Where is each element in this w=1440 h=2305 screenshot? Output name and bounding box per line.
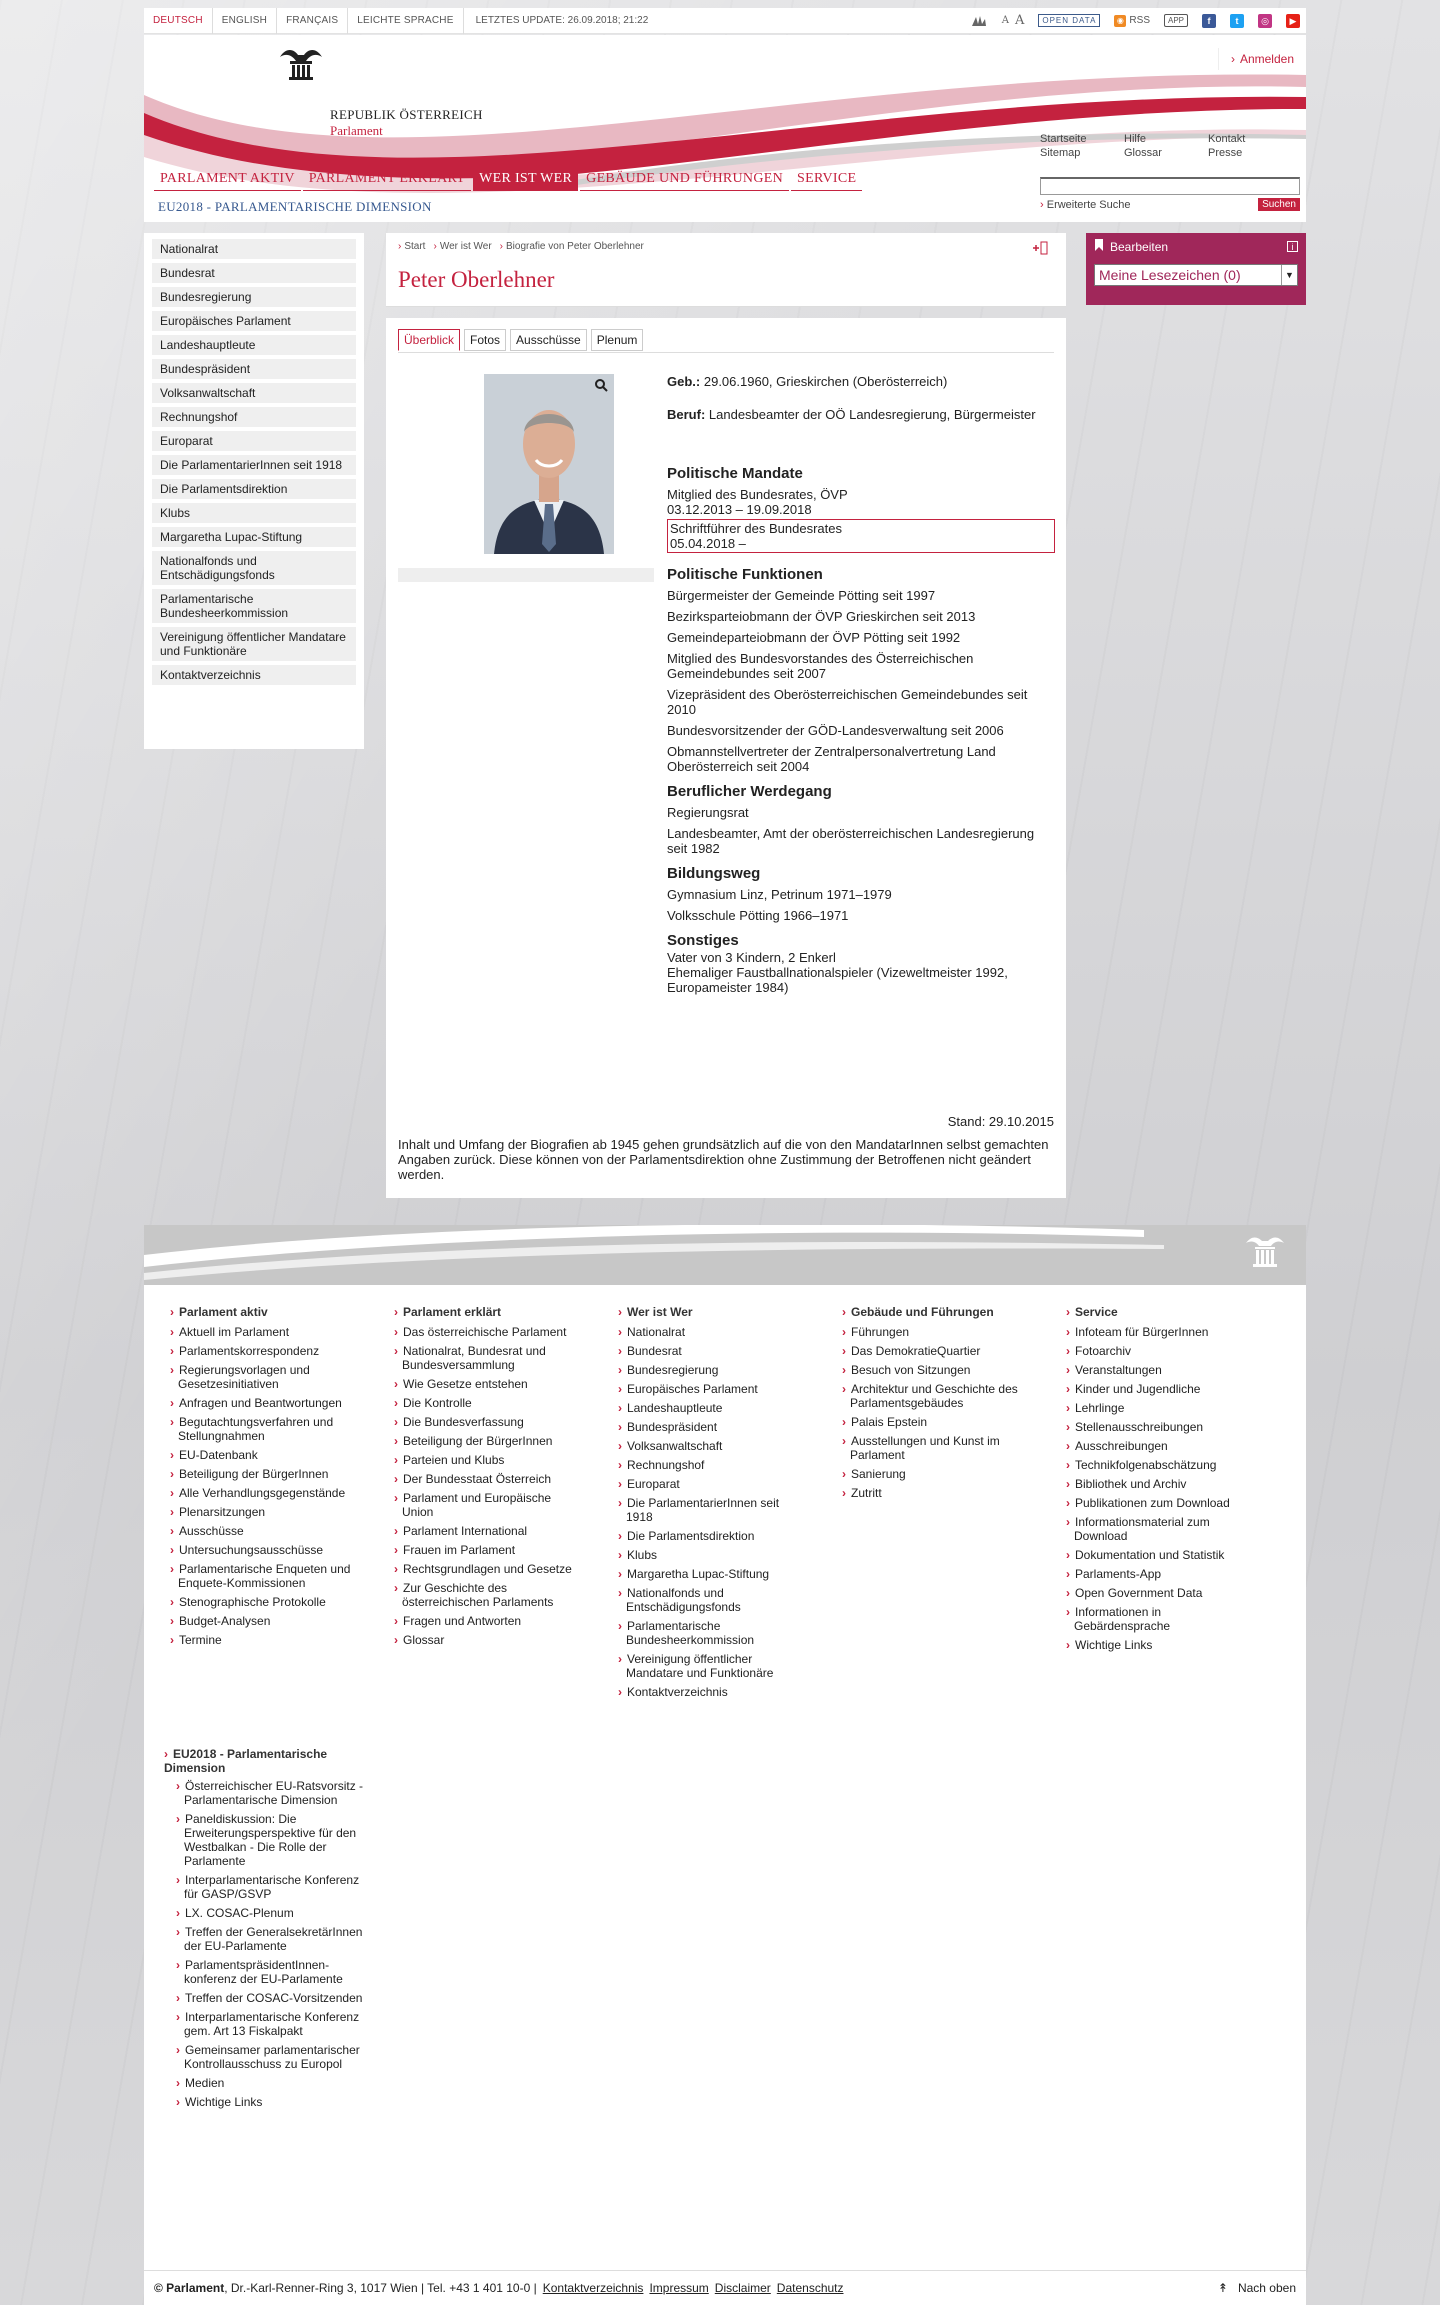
sidebar-item[interactable]: Europarat [152, 431, 356, 451]
breadcrumb [398, 241, 644, 252]
sidebar-item[interactable]: Die ParlamentarierInnen seit 1918 [152, 455, 356, 475]
breadcrumb-start[interactable]: › Start [398, 241, 425, 252]
footer-link[interactable]: › Parlaments-App [1066, 1567, 1256, 1581]
tab-divider [398, 352, 1054, 353]
function-item: Bundesvorsitzender der GÖD-Landesverwaltung seit 2006 [667, 723, 1004, 738]
function-item: Mitglied des Bundesvorstandes des Österreichischen Gemeindebundes seit 2007 [667, 651, 974, 681]
footer-link[interactable]: › Wichtige Links [1066, 1638, 1256, 1652]
footer-eu-title[interactable]: › EU2018 - Parlamentarische Dimension [164, 1747, 374, 1775]
functions-heading: Politische Funktionen [667, 566, 823, 583]
advanced-search-label: Erweiterte Suche [1046, 198, 1131, 211]
footer-column-title[interactable]: › Service [1066, 1305, 1290, 1319]
footer-link[interactable]: › Technikfolgenabschätzung [1066, 1458, 1256, 1472]
search-input[interactable] [1040, 177, 1300, 195]
footer-link[interactable]: › Die Parlamentsdirektion [618, 1529, 808, 1543]
footer-link[interactable]: › Margaretha Lupac-Stiftung [618, 1567, 808, 1581]
footer-link[interactable]: › Plenarsitzungen [170, 1505, 360, 1519]
footer-link-kontaktverzeichnis[interactable]: Kontaktverzeichnis [542, 2281, 644, 2295]
footer-eu2018 [164, 1747, 374, 2114]
function-item: Bürgermeister der Gemeinde Pötting seit 1997 [667, 588, 936, 603]
breadcrumb-wer-ist-wer[interactable]: › Wer ist Wer [433, 241, 491, 252]
tab-fotos[interactable]: Fotos [464, 329, 506, 351]
footer-link[interactable]: › Stenographische Protokolle [170, 1595, 360, 1609]
lang-francais[interactable]: FRANÇAIS [277, 8, 348, 34]
sidebar-item[interactable]: Nationalrat [152, 239, 356, 259]
footer-link[interactable]: › Palais Epstein [842, 1415, 1032, 1429]
footer-link[interactable]: › Das österreichische Parlament [394, 1325, 584, 1339]
sidebar-item[interactable]: Die Parlamentsdirektion [152, 479, 356, 499]
misc-item: Ehemaliger Faustballnationalspieler (Vizeweltmeister 1992, Europameister 1984) [667, 965, 1008, 995]
footer-link[interactable]: › Begutachtungsverfahren und Stellungnahmen [170, 1415, 360, 1443]
search-button[interactable]: Suchen [1258, 198, 1300, 211]
footer-link[interactable]: › Europarat [618, 1477, 808, 1491]
education-item: Volksschule Pötting 1966–1971 [667, 908, 849, 923]
advanced-search-link[interactable]: › Erweiterte Suche [1040, 198, 1131, 211]
footer-column [842, 1305, 1066, 1704]
birth-info: Geb.: 29.06.1960, Grieskirchen (Oberösterreich) [667, 374, 948, 389]
nav-parlament-aktiv[interactable]: PARLAMENT AKTIV [154, 168, 301, 191]
login-button[interactable]: › Anmelden [1218, 48, 1306, 70]
footer-link[interactable]: › Landeshauptleute [618, 1401, 808, 1415]
footer-columns [170, 1305, 1290, 1704]
footer-link[interactable]: › Medien [164, 2076, 374, 2090]
footer-link[interactable]: › Nationalrat, Bundesrat und Bundesversammlung [394, 1344, 584, 1372]
font-large-button[interactable]: A [1014, 13, 1025, 28]
sidebar-item[interactable]: Landeshauptleute [152, 335, 356, 355]
sidebar-item[interactable]: Bundesregierung [152, 287, 356, 307]
footer-link-impressum[interactable]: Impressum [649, 2281, 709, 2295]
career-item: Landesbeamter, Amt der oberösterreichischen Landesregierung seit 1982 [667, 826, 1035, 856]
footer-link[interactable]: › Zur Geschichte des österreichischen Parlaments [394, 1581, 584, 1609]
mandate-heading: Politische Mandate [667, 465, 803, 482]
nav-gebaeude-fuehrungen[interactable]: GEBÄUDE UND FÜHRUNGEN [580, 168, 789, 191]
footer-link[interactable]: › Gemeinsamer parlamentarischer Kontrollausschuss zu Europol [164, 2043, 374, 2071]
meta-link-glossar[interactable]: Glossar [1124, 147, 1162, 159]
sidebar-item[interactable]: Nationalfonds und Entschädigungsfonds [152, 551, 356, 585]
footer-link[interactable]: › Veranstaltungen [1066, 1363, 1256, 1377]
footer-column-title[interactable]: › Parlament aktiv [170, 1305, 394, 1319]
bookmark-icon [1094, 239, 1104, 254]
footer-link[interactable]: › Beteiligung der BürgerInnen [394, 1434, 584, 1448]
footer-column-title[interactable]: › Gebäude und Führungen [842, 1305, 1066, 1319]
page-header [386, 233, 1066, 307]
footer-link[interactable]: › Budget-Analysen [170, 1614, 360, 1628]
bio-details [667, 374, 1055, 995]
footer-link[interactable]: › Treffen der GeneralsekretärInnen der EU-Parlamente [164, 1925, 374, 1953]
footer-link[interactable]: › Publikationen zum Download [1066, 1496, 1256, 1510]
footer-link[interactable]: › Nationalrat [618, 1325, 808, 1339]
footer-link[interactable]: › Treffen der COSAC-Vorsitzenden [164, 1991, 374, 2005]
footer-link[interactable]: › Parlamentskorrespondenz [170, 1344, 360, 1358]
footer-link[interactable]: › Der Bundesstaat Österreich [394, 1472, 584, 1486]
footer-link[interactable]: › Das DemokratieQuartier [842, 1344, 1032, 1358]
footer-link-disclaimer[interactable]: Disclaimer [714, 2281, 771, 2295]
meta-links [1040, 133, 1292, 159]
footer-link[interactable]: › Kontaktverzeichnis [618, 1685, 808, 1699]
tab-bar [398, 329, 643, 351]
profession-info: Beruf: Landesbeamter der OÖ Landesregierung, Bürgermeister [667, 407, 1036, 422]
logo-subtitle: Parlament [330, 123, 383, 138]
copyright: © Parlament, Dr.-Karl-Renner-Ring 3, 1017 Wien | Tel. +43 1 401 10-0 | [154, 2281, 537, 2295]
rss-icon: ◉ [1114, 15, 1126, 27]
lang-leichte-sprache[interactable]: LEICHTE SPRACHE [348, 8, 463, 34]
meta-link-presse[interactable]: Presse [1208, 147, 1243, 159]
footer-link[interactable]: › Führungen [842, 1325, 1032, 1339]
footer-column-title[interactable]: › Parlament erklärt [394, 1305, 618, 1319]
footer-link[interactable]: › Parlamentarische Enqueten und Enquete-Kommissionen [170, 1562, 360, 1590]
bookmarks-widget [1086, 233, 1306, 305]
footer-link[interactable]: › Glossar [394, 1633, 584, 1647]
footer-link[interactable]: › Die Bundesverfassung [394, 1415, 584, 1429]
meta-link-sitemap[interactable]: Sitemap [1040, 147, 1081, 159]
font-small-button[interactable]: A [1001, 15, 1009, 26]
footer-link[interactable]: › Termine [170, 1633, 360, 1647]
instagram-icon[interactable]: ◎ [1258, 14, 1272, 28]
footer-link[interactable]: › Ausstellungen und Kunst im Parlament [842, 1434, 1032, 1462]
footer-link[interactable]: › Die Kontrolle [394, 1396, 584, 1410]
footer-link[interactable]: › Zutritt [842, 1486, 1032, 1500]
app-link[interactable]: APP [1164, 14, 1188, 27]
footer-link[interactable]: › Anfragen und Beantwortungen [170, 1396, 360, 1410]
nav-service[interactable]: SERVICE [791, 168, 862, 191]
footer-link[interactable]: › Nationalfonds und Entschädigungsfonds [618, 1586, 808, 1614]
footer-column [1066, 1305, 1290, 1704]
edit-bookmarks-link[interactable]: Bearbeiten [1110, 239, 1169, 254]
footer-link[interactable]: › Informationsmaterial zum Download [1066, 1515, 1256, 1543]
site-footer [144, 1225, 1306, 2270]
footer-link[interactable]: › Sanierung [842, 1467, 1032, 1481]
footer-link[interactable]: › EU-Datenbank [170, 1448, 360, 1462]
sidebar-item[interactable]: Klubs [152, 503, 356, 523]
footer-link[interactable]: › Wichtige Links [164, 2095, 374, 2109]
sidebar-item[interactable]: Margaretha Lupac-Stiftung [152, 527, 356, 547]
career-heading: Beruflicher Werdegang [667, 783, 832, 800]
footer-link[interactable]: › Rechtsgrundlagen und Gesetze [394, 1562, 584, 1576]
disclaimer-note: Inhalt und Umfang der Biografien ab 1945 gehen grundsätzlich auf die von den MandatarInnen selbst gemachten Angaben zurück. Diese können von der Parlamentsdirektion ohne Zustimmung der Betroffenen nicht geändert werden. [398, 1137, 1049, 1182]
biography-content [386, 318, 1066, 1198]
sidebar-item[interactable]: Bundesrat [152, 263, 356, 283]
sidebar-item[interactable]: Bundespräsident [152, 359, 356, 379]
meta-link-hilfe[interactable]: Hilfe [1124, 133, 1147, 145]
function-item: Bezirksparteiobmann der ÖVP Grieskirchen seit 2013 [667, 609, 976, 624]
footer-link[interactable]: › Bibliothek und Archiv [1066, 1477, 1256, 1491]
footer-link[interactable]: › Ausschüsse [170, 1524, 360, 1538]
facebook-icon[interactable]: f [1202, 14, 1216, 28]
lang-english[interactable]: ENGLISH [213, 8, 277, 34]
rss-link[interactable] [1114, 15, 1150, 27]
last-updated-date: Stand: 29.10.2015 [947, 1114, 1054, 1129]
footer-link[interactable]: › Frauen im Parlament [394, 1543, 584, 1557]
last-update: LETZTES UPDATE: 26.09.2018; 21:22 [475, 15, 649, 26]
footer-link[interactable]: › Aktuell im Parlament [170, 1325, 360, 1339]
footer-column-title[interactable]: › Wer ist Wer [618, 1305, 842, 1319]
bookmark-add-icon[interactable] [1032, 241, 1048, 258]
footer-link[interactable]: › Alle Verhandlungsgegenstände [170, 1486, 360, 1500]
footer-link[interactable]: › Rechnungshof [618, 1458, 808, 1472]
nav-wer-ist-wer[interactable]: WER IST WER [473, 168, 578, 191]
footer-link[interactable]: › Klubs [618, 1548, 808, 1562]
footer-link[interactable]: › Parteien und Klubs [394, 1453, 584, 1467]
footer-link[interactable]: › Bundespräsident [618, 1420, 808, 1434]
back-to-top-label: Nach oben [1237, 2281, 1296, 2295]
footer-link[interactable]: › Informationen in Gebärdensprache [1066, 1605, 1256, 1633]
footer-link[interactable]: › Ausschreibungen [1066, 1439, 1256, 1453]
footer-link[interactable]: › Interparlamentarische Konferenz gem. Art 13 Fiskalpakt [164, 2010, 374, 2038]
open-data-link[interactable]: OPEN DATA [1038, 14, 1100, 27]
sidebar-item[interactable]: Parlamentarische Bundesheerkommission [152, 589, 356, 623]
misc-heading: Sonstiges [667, 932, 739, 949]
sidebar-item[interactable]: Europäisches Parlament [152, 311, 356, 331]
footer-link[interactable]: › Vereinigung öffentlicher Mandatare und Funktionäre [618, 1652, 808, 1680]
sidebar-item[interactable]: Volksanwaltschaft [152, 383, 356, 403]
footer-link[interactable]: › Bundesregierung [618, 1363, 808, 1377]
meta-link-startseite[interactable]: Startseite [1040, 133, 1087, 145]
footer-link[interactable]: › Infoteam für BürgerInnen [1066, 1325, 1256, 1339]
footer-link[interactable]: › Parlament International [394, 1524, 584, 1538]
photo-caption-bar [398, 568, 654, 582]
parliament-logo-icon[interactable] [276, 43, 326, 83]
footer-link[interactable]: › Wie Gesetze entstehen [394, 1377, 584, 1391]
footer-link[interactable]: › Kinder und Jugendliche [1066, 1382, 1256, 1396]
main-navigation [154, 168, 864, 191]
footer-band [144, 1225, 1306, 1285]
footer-column [618, 1305, 842, 1704]
tab-ueberblick[interactable]: Überblick [398, 329, 460, 351]
footer-link[interactable]: › Besuch von Sitzungen [842, 1363, 1032, 1377]
functions-list [667, 588, 1055, 774]
footer-link[interactable]: › Volksanwaltschaft [618, 1439, 808, 1453]
career-item: Regierungsrat [667, 805, 749, 820]
tab-plenum[interactable]: Plenum [591, 329, 644, 351]
twitter-icon[interactable]: t [1230, 14, 1244, 28]
sign-language-icon[interactable] [970, 13, 988, 29]
footer-link[interactable]: › Regierungsvorlagen und Gesetzesinitiativen [170, 1363, 360, 1391]
mandate-item: Mitglied des Bundesrates, ÖVP 03.12.2013 – 19.09.2018 [667, 487, 848, 517]
footer-link[interactable]: › Bundesrat [618, 1344, 808, 1358]
footer-parliament-icon [1246, 1238, 1284, 1268]
search-box [1040, 177, 1300, 211]
back-to-top-button[interactable] [1218, 2281, 1296, 2295]
chevron-down-icon: ▼ [1281, 265, 1297, 285]
bookmarks-select-value: Meine Lesezeichen (0) [1099, 267, 1241, 283]
top-bar [144, 8, 1306, 34]
rss-label: RSS [1129, 15, 1150, 26]
sidebar [144, 233, 364, 749]
footer-link[interactable]: › Stellenausschreibungen [1066, 1420, 1256, 1434]
education-heading: Bildungsweg [667, 865, 761, 882]
footer-link[interactable]: › Architektur und Geschichte des Parlamentsgebäudes [842, 1382, 1032, 1410]
bookmarks-select[interactable] [1094, 264, 1298, 286]
footer-link[interactable]: › ParlamentspräsidentInnen-konferenz der EU-Parlamente [164, 1958, 374, 1986]
page-title: Peter Oberlehner [398, 267, 555, 292]
info-icon[interactable]: i [1287, 241, 1298, 252]
footer-link[interactable]: › Parlamentarische Bundesheerkommission [618, 1619, 808, 1647]
mandate-item-current: Schriftführer des Bundesrates 05.04.2018 – [667, 519, 1055, 553]
youtube-icon[interactable]: ▶ [1286, 14, 1300, 28]
footer-link[interactable]: › Europäisches Parlament [618, 1382, 808, 1396]
footer-link[interactable]: › Open Government Data [1066, 1586, 1256, 1600]
footer-link-datenschutz[interactable]: Datenschutz [776, 2281, 844, 2295]
education-item: Gymnasium Linz, Petrinum 1971–1979 [667, 887, 892, 902]
arrow-up-icon: ↟ [1217, 2281, 1228, 2295]
logo-title: REPUBLIK ÖSTERREICH [330, 107, 483, 122]
sidebar-item[interactable]: Vereinigung öffentlicher Mandatare und Funktionäre [152, 627, 356, 661]
footer-link[interactable]: › Österreichischer EU-Ratsvorsitz - Parlamentarische Dimension [164, 1779, 374, 1807]
function-item: Obmannstellvertreter der Zentralpersonalvertretung Land Oberösterreich seit 2004 [667, 744, 996, 774]
meta-link-kontakt[interactable]: Kontakt [1208, 133, 1246, 145]
bottom-bar [144, 2270, 1306, 2305]
sidebar-item[interactable]: Kontaktverzeichnis [152, 665, 356, 685]
footer-link[interactable]: › Untersuchungsausschüsse [170, 1543, 360, 1557]
footer-link[interactable]: › Interparlamentarische Konferenz für GASP/GSVP [164, 1873, 374, 1901]
footer-link[interactable]: › Fotoarchiv [1066, 1344, 1256, 1358]
footer-column [394, 1305, 618, 1704]
nav-parlament-erklaert[interactable]: PARLAMENT ERKLÄRT [303, 168, 471, 191]
footer-link[interactable]: › Die ParlamentarierInnen seit 1918 [618, 1496, 808, 1524]
sidebar-item[interactable]: Rechnungshof [152, 407, 356, 427]
zoom-icon[interactable] [594, 378, 610, 394]
footer-link[interactable]: › Paneldiskussion: Die Erweiterungsperspektive für den Westbalkan - Die Rolle der Parlamente [164, 1812, 374, 1868]
lang-deutsch[interactable]: DEUTSCH [144, 8, 213, 34]
footer-column [170, 1305, 394, 1704]
footer-link[interactable]: › Lehrlinge [1066, 1401, 1256, 1415]
site-logo[interactable] [330, 107, 483, 139]
misc-item: Vater von 3 Kindern, 2 Enkerl [667, 950, 836, 965]
footer-link[interactable]: › Fragen und Antworten [394, 1614, 584, 1628]
footer-link[interactable]: › LX. COSAC-Plenum [164, 1906, 374, 1920]
footer-link[interactable]: › Parlament und Europäische Union [394, 1491, 584, 1519]
site-header [144, 35, 1306, 222]
function-item: Vizepräsident des Oberösterreichischen Gemeindebundes seit 2010 [667, 687, 1028, 717]
function-item: Gemeindeparteiobmann der ÖVP Pötting seit 1992 [667, 630, 961, 645]
footer-link[interactable]: › Beteiligung der BürgerInnen [170, 1467, 360, 1481]
breadcrumb-current: › Biografie von Peter Oberlehner [500, 241, 644, 252]
footer-link[interactable]: › Dokumentation und Statistik [1066, 1548, 1256, 1562]
portrait-photo[interactable] [484, 374, 614, 554]
tab-ausschuesse[interactable]: Ausschüsse [510, 329, 587, 351]
nav-eu2018[interactable]: EU2018 - PARLAMENTARISCHE DIMENSION [158, 199, 432, 214]
